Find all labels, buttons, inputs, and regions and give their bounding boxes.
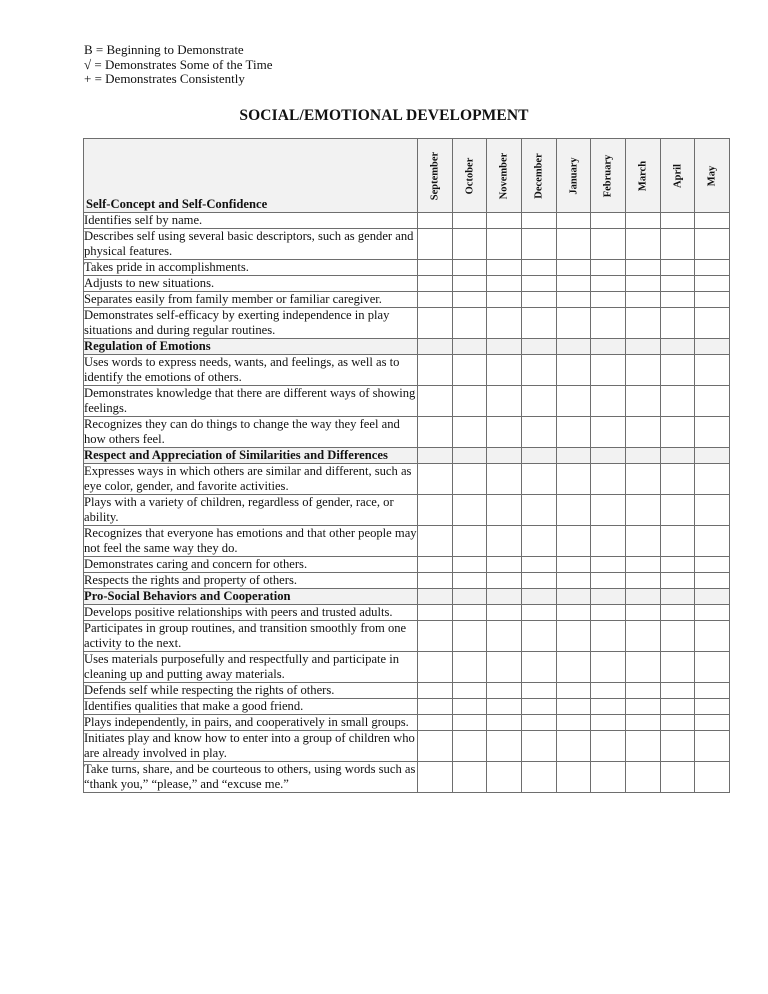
- rating-cell-april[interactable]: [660, 762, 695, 793]
- table-row: [84, 605, 730, 621]
- rating-cell-december[interactable]: [521, 589, 556, 605]
- rating-cell-september[interactable]: [418, 464, 453, 495]
- rating-cell-march[interactable]: [625, 417, 660, 448]
- rating-cell-september[interactable]: [418, 605, 453, 621]
- rating-cell-december[interactable]: [521, 731, 556, 762]
- rating-cell-september[interactable]: [418, 292, 453, 308]
- rating-cell-october[interactable]: [452, 573, 487, 589]
- section-heading: Regulation of Emotions: [84, 339, 418, 355]
- skill-description: Defends self while respecting the rights of others.: [84, 683, 418, 699]
- rating-cell-october[interactable]: [452, 557, 487, 573]
- skill-description: Initiates play and know how to enter into a group of children who are already involved in play.: [84, 731, 418, 762]
- table-row: [84, 213, 730, 229]
- rating-cell-april[interactable]: [660, 715, 695, 731]
- rating-legend: [84, 43, 273, 87]
- rating-cell-february[interactable]: [591, 448, 626, 464]
- rating-cell-february[interactable]: [591, 355, 626, 386]
- skill-description: Plays with a variety of children, regardless of gender, race, or ability.: [84, 495, 418, 526]
- rating-cell-april[interactable]: [660, 526, 695, 557]
- rating-cell-may[interactable]: [695, 699, 730, 715]
- rating-cell-january[interactable]: [556, 229, 591, 260]
- rating-cell-january[interactable]: [556, 621, 591, 652]
- rating-cell-april[interactable]: [660, 417, 695, 448]
- rating-cell-january[interactable]: [556, 557, 591, 573]
- skill-description: Adjusts to new situations.: [84, 276, 418, 292]
- table-row: [84, 417, 730, 448]
- rating-cell-march[interactable]: [625, 448, 660, 464]
- rating-cell-october[interactable]: [452, 589, 487, 605]
- rating-cell-may[interactable]: [695, 762, 730, 793]
- rating-cell-november[interactable]: [487, 339, 522, 355]
- rating-cell-may[interactable]: [695, 652, 730, 683]
- rating-cell-december[interactable]: [521, 276, 556, 292]
- skill-description: Develops positive relationships with peers and trusted adults.: [84, 605, 418, 621]
- section-heading-self-concept: Self-Concept and Self-Confidence: [84, 139, 418, 213]
- table-row: [84, 386, 730, 417]
- rating-cell-may[interactable]: [695, 526, 730, 557]
- rating-cell-may[interactable]: [695, 339, 730, 355]
- rating-cell-february[interactable]: [591, 464, 626, 495]
- rating-cell-march[interactable]: [625, 495, 660, 526]
- rating-cell-april[interactable]: [660, 229, 695, 260]
- rating-cell-november[interactable]: [487, 292, 522, 308]
- rating-cell-september[interactable]: [418, 495, 453, 526]
- rating-cell-november[interactable]: [487, 557, 522, 573]
- rating-cell-october[interactable]: [452, 464, 487, 495]
- skill-description: Uses materials purposefully and respectfully and participate in cleaning up and putting away materials.: [84, 652, 418, 683]
- rating-cell-october[interactable]: [452, 229, 487, 260]
- skill-description: Describes self using several basic descriptors, such as gender and physical features.: [84, 229, 418, 260]
- rating-cell-october[interactable]: [452, 715, 487, 731]
- rating-cell-march[interactable]: [625, 762, 660, 793]
- rating-cell-january[interactable]: [556, 276, 591, 292]
- rating-cell-may[interactable]: [695, 260, 730, 276]
- rating-cell-november[interactable]: [487, 464, 522, 495]
- rating-cell-january[interactable]: [556, 339, 591, 355]
- rating-cell-november[interactable]: [487, 715, 522, 731]
- skill-description: Identifies self by name.: [84, 213, 418, 229]
- rating-cell-december[interactable]: [521, 213, 556, 229]
- rating-cell-february[interactable]: [591, 213, 626, 229]
- rating-cell-january[interactable]: [556, 308, 591, 339]
- rating-cell-january[interactable]: [556, 573, 591, 589]
- rating-cell-january[interactable]: [556, 464, 591, 495]
- rating-cell-december[interactable]: [521, 339, 556, 355]
- rating-cell-march[interactable]: [625, 386, 660, 417]
- table-row: [84, 276, 730, 292]
- rating-cell-december[interactable]: [521, 526, 556, 557]
- rating-cell-march[interactable]: [625, 464, 660, 495]
- rating-cell-october[interactable]: [452, 339, 487, 355]
- rating-cell-december[interactable]: [521, 762, 556, 793]
- rating-cell-september[interactable]: [418, 417, 453, 448]
- rating-cell-december[interactable]: [521, 557, 556, 573]
- rating-cell-december[interactable]: [521, 573, 556, 589]
- rating-cell-january[interactable]: [556, 731, 591, 762]
- rating-cell-march[interactable]: [625, 652, 660, 683]
- rating-cell-may[interactable]: [695, 355, 730, 386]
- month-header-april: April: [660, 139, 695, 213]
- skill-description: Recognizes that everyone has emotions and that other people may not feel the same way they do.: [84, 526, 417, 555]
- rating-cell-march[interactable]: [625, 589, 660, 605]
- rating-cell-october[interactable]: [452, 417, 487, 448]
- skill-description: Recognizes they can do things to change the way they feel and how others feel.: [84, 417, 418, 448]
- rating-cell-april[interactable]: [660, 605, 695, 621]
- rating-cell-april[interactable]: [660, 308, 695, 339]
- rating-cell-december[interactable]: [521, 417, 556, 448]
- rating-cell-april[interactable]: [660, 276, 695, 292]
- rating-cell-april[interactable]: [660, 339, 695, 355]
- rating-cell-november[interactable]: [487, 448, 522, 464]
- rating-cell-december[interactable]: [521, 652, 556, 683]
- rating-cell-may[interactable]: [695, 495, 730, 526]
- page-title: SOCIAL/EMOTIONAL DEVELOPMENT: [239, 107, 529, 124]
- rating-cell-may[interactable]: [695, 715, 730, 731]
- rating-cell-may[interactable]: [695, 621, 730, 652]
- rating-cell-april[interactable]: [660, 573, 695, 589]
- rating-cell-november[interactable]: [487, 652, 522, 683]
- rating-cell-february[interactable]: [591, 621, 626, 652]
- rating-cell-january[interactable]: [556, 386, 591, 417]
- month-header-row: [84, 139, 730, 213]
- rating-cell-january[interactable]: [556, 683, 591, 699]
- rating-cell-april[interactable]: [660, 495, 695, 526]
- rating-cell-january[interactable]: [556, 526, 591, 557]
- rating-cell-october[interactable]: [452, 495, 487, 526]
- rating-cell-december[interactable]: [521, 355, 556, 386]
- rating-cell-february[interactable]: [591, 339, 626, 355]
- rating-cell-december[interactable]: [521, 448, 556, 464]
- rating-cell-february[interactable]: [591, 526, 626, 557]
- rating-cell-september[interactable]: [418, 589, 453, 605]
- rating-cell-september[interactable]: [418, 339, 453, 355]
- rating-cell-december[interactable]: [521, 495, 556, 526]
- rating-cell-september[interactable]: [418, 762, 453, 793]
- rating-cell-may[interactable]: [695, 386, 730, 417]
- skill-description: Uses words to express needs, wants, and feelings, as well as to identify the emotions of others.: [84, 355, 418, 386]
- rating-cell-may[interactable]: [695, 213, 730, 229]
- rating-cell-april[interactable]: [660, 589, 695, 605]
- rating-cell-september[interactable]: [418, 573, 453, 589]
- development-checklist-table: [83, 138, 730, 793]
- rating-cell-february[interactable]: [591, 683, 626, 699]
- rating-cell-november[interactable]: [487, 276, 522, 292]
- rating-cell-november[interactable]: [487, 683, 522, 699]
- rating-cell-march[interactable]: [625, 557, 660, 573]
- checklist-body: [84, 213, 730, 793]
- rating-cell-september[interactable]: [418, 715, 453, 731]
- rating-cell-may[interactable]: [695, 573, 730, 589]
- rating-cell-march[interactable]: [625, 276, 660, 292]
- rating-cell-may[interactable]: [695, 683, 730, 699]
- rating-cell-april[interactable]: [660, 355, 695, 386]
- rating-cell-march[interactable]: [625, 213, 660, 229]
- rating-cell-november[interactable]: [487, 260, 522, 276]
- rating-cell-october[interactable]: [452, 731, 487, 762]
- rating-cell-september[interactable]: [418, 448, 453, 464]
- rating-cell-february[interactable]: [591, 573, 626, 589]
- table-row: [84, 495, 730, 526]
- skill-description: Demonstrates knowledge that there are different ways of showing feelings.: [84, 386, 418, 417]
- skill-description: Respects the rights and property of others.: [84, 573, 418, 589]
- rating-cell-may[interactable]: [695, 448, 730, 464]
- legend-item-beginning: B = Beginning to Demonstrate: [84, 42, 244, 57]
- rating-cell-march[interactable]: [625, 683, 660, 699]
- rating-cell-march[interactable]: [625, 526, 660, 557]
- rating-cell-february[interactable]: [591, 292, 626, 308]
- rating-cell-march[interactable]: [625, 605, 660, 621]
- rating-cell-may[interactable]: [695, 417, 730, 448]
- rating-cell-january[interactable]: [556, 260, 591, 276]
- rating-cell-january[interactable]: [556, 292, 591, 308]
- rating-cell-january[interactable]: [556, 762, 591, 793]
- rating-cell-september[interactable]: [418, 699, 453, 715]
- rating-cell-january[interactable]: [556, 699, 591, 715]
- rating-cell-november[interactable]: [487, 526, 522, 557]
- rating-cell-february[interactable]: [591, 260, 626, 276]
- section-heading: Respect and Appreciation of Similarities and Differences: [84, 448, 418, 464]
- rating-cell-april[interactable]: [660, 557, 695, 573]
- rating-cell-november[interactable]: [487, 386, 522, 417]
- table-row: [84, 557, 730, 573]
- rating-cell-october[interactable]: [452, 355, 487, 386]
- rating-cell-may[interactable]: [695, 292, 730, 308]
- rating-cell-october[interactable]: [452, 386, 487, 417]
- section-heading: Pro-Social Behaviors and Cooperation: [84, 589, 418, 605]
- rating-cell-march[interactable]: [625, 308, 660, 339]
- month-header-november: November: [487, 139, 522, 213]
- month-header-september: September: [418, 139, 453, 213]
- section-heading-row: [84, 339, 730, 355]
- rating-cell-november[interactable]: [487, 229, 522, 260]
- rating-cell-february[interactable]: [591, 557, 626, 573]
- rating-cell-january[interactable]: [556, 652, 591, 683]
- rating-cell-february[interactable]: [591, 731, 626, 762]
- skill-description: Participates in group routines, and transition smoothly from one activity to the next.: [84, 621, 418, 652]
- rating-cell-november[interactable]: [487, 417, 522, 448]
- table-row: [84, 715, 730, 731]
- rating-cell-april[interactable]: [660, 464, 695, 495]
- rating-cell-september[interactable]: [418, 621, 453, 652]
- rating-cell-april[interactable]: [660, 213, 695, 229]
- table-row: [84, 573, 730, 589]
- rating-cell-december[interactable]: [521, 699, 556, 715]
- rating-cell-december[interactable]: [521, 386, 556, 417]
- rating-cell-may[interactable]: [695, 308, 730, 339]
- rating-cell-april[interactable]: [660, 621, 695, 652]
- rating-cell-december[interactable]: [521, 464, 556, 495]
- skill-description: Demonstrates self-efficacy by exerting independence in play situations and during regular routines.: [84, 308, 418, 339]
- rating-cell-october[interactable]: [452, 605, 487, 621]
- table-row: [84, 762, 730, 793]
- rating-cell-february[interactable]: [591, 652, 626, 683]
- rating-cell-december[interactable]: [521, 260, 556, 276]
- rating-cell-february[interactable]: [591, 229, 626, 260]
- rating-cell-november[interactable]: [487, 731, 522, 762]
- month-header-october: October: [452, 139, 487, 213]
- rating-cell-november[interactable]: [487, 699, 522, 715]
- rating-cell-may[interactable]: [695, 229, 730, 260]
- rating-cell-november[interactable]: [487, 495, 522, 526]
- rating-cell-january[interactable]: [556, 715, 591, 731]
- rating-cell-march[interactable]: [625, 621, 660, 652]
- rating-cell-march[interactable]: [625, 355, 660, 386]
- rating-cell-february[interactable]: [591, 699, 626, 715]
- rating-cell-november[interactable]: [487, 762, 522, 793]
- rating-cell-may[interactable]: [695, 731, 730, 762]
- rating-cell-september[interactable]: [418, 308, 453, 339]
- rating-cell-september[interactable]: [418, 260, 453, 276]
- month-header-may: May: [695, 139, 730, 213]
- rating-cell-october[interactable]: [452, 762, 487, 793]
- rating-cell-february[interactable]: [591, 715, 626, 731]
- rating-cell-september[interactable]: [418, 355, 453, 386]
- table-row: [84, 526, 730, 557]
- rating-cell-april[interactable]: [660, 448, 695, 464]
- rating-cell-december[interactable]: [521, 229, 556, 260]
- rating-cell-april[interactable]: [660, 683, 695, 699]
- rating-cell-november[interactable]: [487, 589, 522, 605]
- table-row: [84, 292, 730, 308]
- skill-description: Takes pride in accomplishments.: [84, 260, 418, 276]
- rating-cell-april[interactable]: [660, 731, 695, 762]
- table-row: [84, 731, 730, 762]
- rating-cell-november[interactable]: [487, 355, 522, 386]
- rating-cell-december[interactable]: [521, 715, 556, 731]
- rating-cell-march[interactable]: [625, 715, 660, 731]
- rating-cell-november[interactable]: [487, 621, 522, 652]
- skill-description: Identifies qualities that make a good friend.: [84, 699, 418, 715]
- month-header-january: January: [556, 139, 591, 213]
- rating-cell-september[interactable]: [418, 276, 453, 292]
- rating-cell-september[interactable]: [418, 229, 453, 260]
- skill-description: Plays independently, in pairs, and cooperatively in small groups.: [84, 715, 418, 731]
- month-header-march: March: [625, 139, 660, 213]
- rating-cell-november[interactable]: [487, 573, 522, 589]
- rating-cell-may[interactable]: [695, 464, 730, 495]
- month-header-february: February: [591, 139, 626, 213]
- rating-cell-december[interactable]: [521, 292, 556, 308]
- rating-cell-april[interactable]: [660, 260, 695, 276]
- table-row: [84, 699, 730, 715]
- rating-cell-december[interactable]: [521, 621, 556, 652]
- rating-cell-march[interactable]: [625, 699, 660, 715]
- rating-cell-january[interactable]: [556, 417, 591, 448]
- month-header-december: December: [521, 139, 556, 213]
- table-row: [84, 652, 730, 683]
- rating-cell-february[interactable]: [591, 386, 626, 417]
- rating-cell-october[interactable]: [452, 260, 487, 276]
- table-row: [84, 621, 730, 652]
- rating-cell-april[interactable]: [660, 652, 695, 683]
- table-row: [84, 355, 730, 386]
- rating-cell-december[interactable]: [521, 308, 556, 339]
- rating-cell-december[interactable]: [521, 683, 556, 699]
- rating-cell-january[interactable]: [556, 589, 591, 605]
- rating-cell-march[interactable]: [625, 731, 660, 762]
- rating-cell-september[interactable]: [418, 652, 453, 683]
- rating-cell-february[interactable]: [591, 308, 626, 339]
- rating-cell-november[interactable]: [487, 213, 522, 229]
- rating-cell-february[interactable]: [591, 605, 626, 621]
- rating-cell-september[interactable]: [418, 557, 453, 573]
- rating-cell-january[interactable]: [556, 448, 591, 464]
- rating-cell-january[interactable]: [556, 355, 591, 386]
- table-row: [84, 229, 730, 260]
- rating-cell-october[interactable]: [452, 448, 487, 464]
- section-heading-row: [84, 589, 730, 605]
- table-row: [84, 308, 730, 339]
- rating-cell-may[interactable]: [695, 589, 730, 605]
- rating-cell-october[interactable]: [452, 213, 487, 229]
- rating-cell-october[interactable]: [452, 683, 487, 699]
- rating-cell-september[interactable]: [418, 526, 453, 557]
- rating-cell-october[interactable]: [452, 308, 487, 339]
- rating-cell-november[interactable]: [487, 308, 522, 339]
- rating-cell-april[interactable]: [660, 699, 695, 715]
- rating-cell-september[interactable]: [418, 386, 453, 417]
- rating-cell-september[interactable]: [418, 731, 453, 762]
- rating-cell-october[interactable]: [452, 292, 487, 308]
- rating-cell-september[interactable]: [418, 683, 453, 699]
- rating-cell-march[interactable]: [625, 229, 660, 260]
- skill-description: Separates easily from family member or familiar caregiver.: [84, 292, 418, 308]
- rating-cell-february[interactable]: [591, 276, 626, 292]
- rating-cell-october[interactable]: [452, 699, 487, 715]
- legend-item-consistently: + = Demonstrates Consistently: [84, 71, 245, 86]
- legend-item-some-of-the-time: √ = Demonstrates Some of the Time: [84, 56, 273, 72]
- rating-cell-january[interactable]: [556, 605, 591, 621]
- rating-cell-october[interactable]: [452, 276, 487, 292]
- rating-cell-march[interactable]: [625, 260, 660, 276]
- rating-cell-january[interactable]: [556, 495, 591, 526]
- rating-cell-february[interactable]: [591, 417, 626, 448]
- rating-cell-december[interactable]: [521, 605, 556, 621]
- rating-cell-march[interactable]: [625, 292, 660, 308]
- skill-description: Take turns, share, and be courteous to others, using words such as “thank you,” “please,” and “excuse me.”: [84, 762, 418, 793]
- rating-cell-january[interactable]: [556, 213, 591, 229]
- skill-description: Expresses ways in which others are similar and different, such as eye color, gender, and favorite activities.: [84, 464, 418, 495]
- rating-cell-april[interactable]: [660, 292, 695, 308]
- rating-cell-september[interactable]: [418, 213, 453, 229]
- rating-cell-november[interactable]: [487, 605, 522, 621]
- rating-cell-february[interactable]: [591, 589, 626, 605]
- rating-cell-october[interactable]: [452, 526, 487, 557]
- table-row: [84, 464, 730, 495]
- rating-cell-march[interactable]: [625, 573, 660, 589]
- rating-cell-may[interactable]: [695, 605, 730, 621]
- skill-description: Demonstrates caring and concern for others.: [84, 557, 418, 573]
- rating-cell-october[interactable]: [452, 621, 487, 652]
- rating-cell-february[interactable]: [591, 495, 626, 526]
- rating-cell-february[interactable]: [591, 762, 626, 793]
- rating-cell-may[interactable]: [695, 276, 730, 292]
- rating-cell-october[interactable]: [452, 652, 487, 683]
- rating-cell-april[interactable]: [660, 386, 695, 417]
- section-heading-row: [84, 448, 730, 464]
- table-row: [84, 260, 730, 276]
- table-row: [84, 683, 730, 699]
- rating-cell-march[interactable]: [625, 339, 660, 355]
- rating-cell-may[interactable]: [695, 557, 730, 573]
